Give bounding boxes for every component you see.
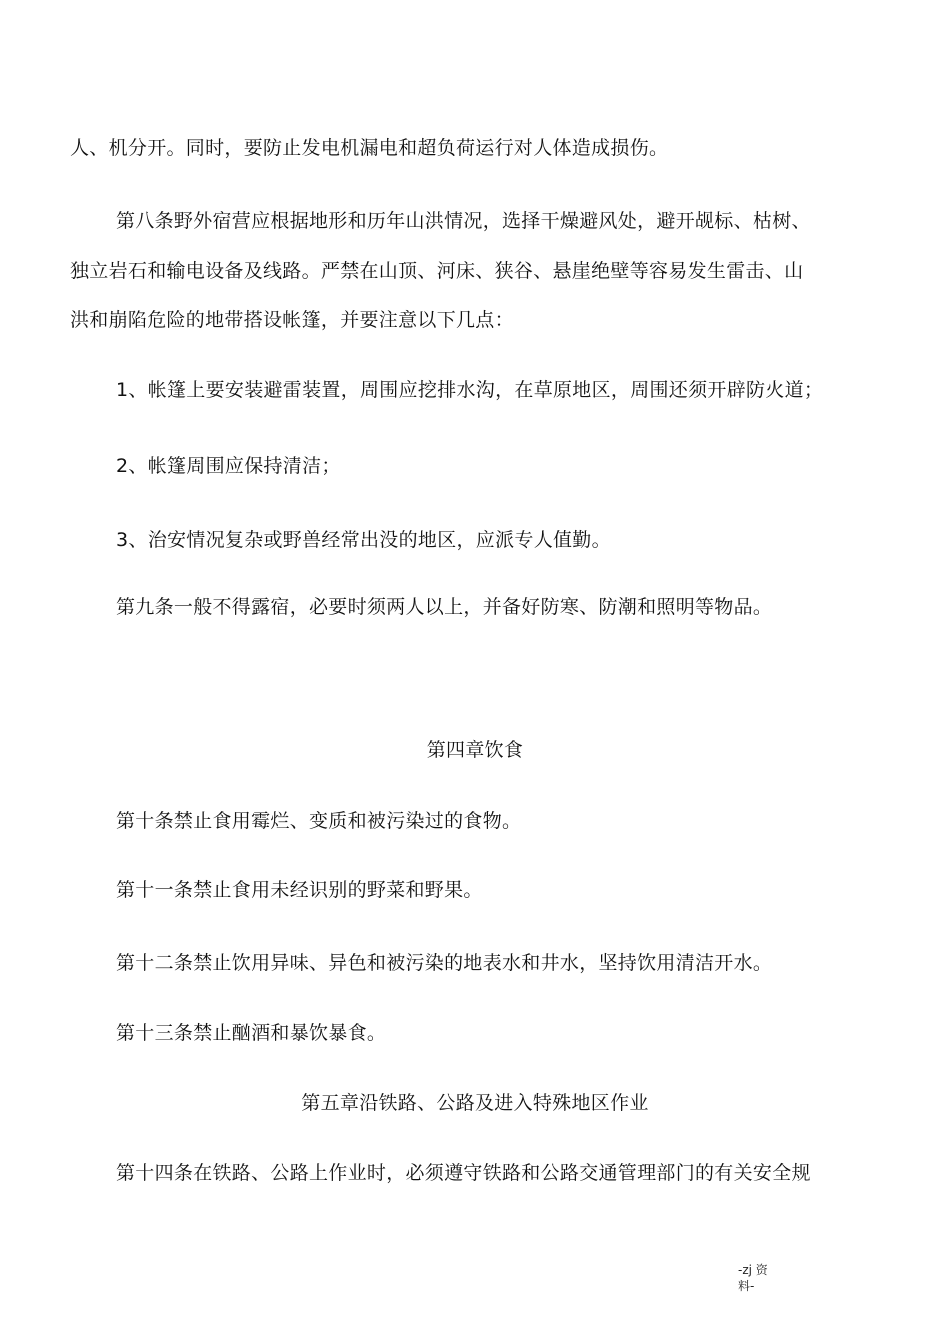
list-item-3: 3、治安情况复杂或野兽经常出没的地区，应派专人值勤。 xyxy=(116,529,611,551)
article-14: 第十四条在铁路、公路上作业时，必须遵守铁路和公路交通管理部门的有关安全规 xyxy=(116,1162,811,1184)
chapter-5-heading: 第五章沿铁路、公路及进入特殊地区作业 xyxy=(301,1092,649,1114)
article-10: 第十条禁止食用霉烂、变质和被污染过的食物。 xyxy=(116,810,522,832)
chapter-4-heading: 第四章饮食 xyxy=(426,739,524,761)
list-item-2: 2、帐篷周围应保持清洁； xyxy=(116,455,341,477)
article-8-line-1: 第八条野外宿营应根据地形和历年山洪情况，选择干燥避风处，避开觇标、枯树、 xyxy=(116,210,811,232)
paragraph-line: 人、机分开。同时，要防止发电机漏电和超负荷运行对人体造成损伤。 xyxy=(70,137,669,159)
list-item-1: 1、帐篷上要安装避雷装置，周围应挖排水沟，在草原地区，周围还须开辟防火道； xyxy=(116,379,824,401)
footer-line-2: 料- xyxy=(738,1279,755,1293)
article-13: 第十三条禁止酗酒和暴饮暴食。 xyxy=(116,1022,387,1044)
footer-line-1: -zj 资 xyxy=(738,1263,768,1277)
page-footer xyxy=(738,1262,778,1294)
article-8-line-3: 洪和崩陷危险的地带搭设帐篷，并要注意以下几点： xyxy=(70,309,514,331)
article-11: 第十一条禁止食用未经识别的野菜和野果。 xyxy=(116,879,483,901)
article-9: 第九条一般不得露宿，必要时须两人以上，并备好防寒、防潮和照明等物品。 xyxy=(116,596,773,618)
article-8-line-2: 独立岩石和输电设备及线路。严禁在山顶、河床、狭谷、悬崖绝壁等容易发生雷击、山 xyxy=(70,260,804,282)
article-12: 第十二条禁止饮用异味、异色和被污染的地表水和井水，坚持饮用清洁开水。 xyxy=(116,952,773,974)
